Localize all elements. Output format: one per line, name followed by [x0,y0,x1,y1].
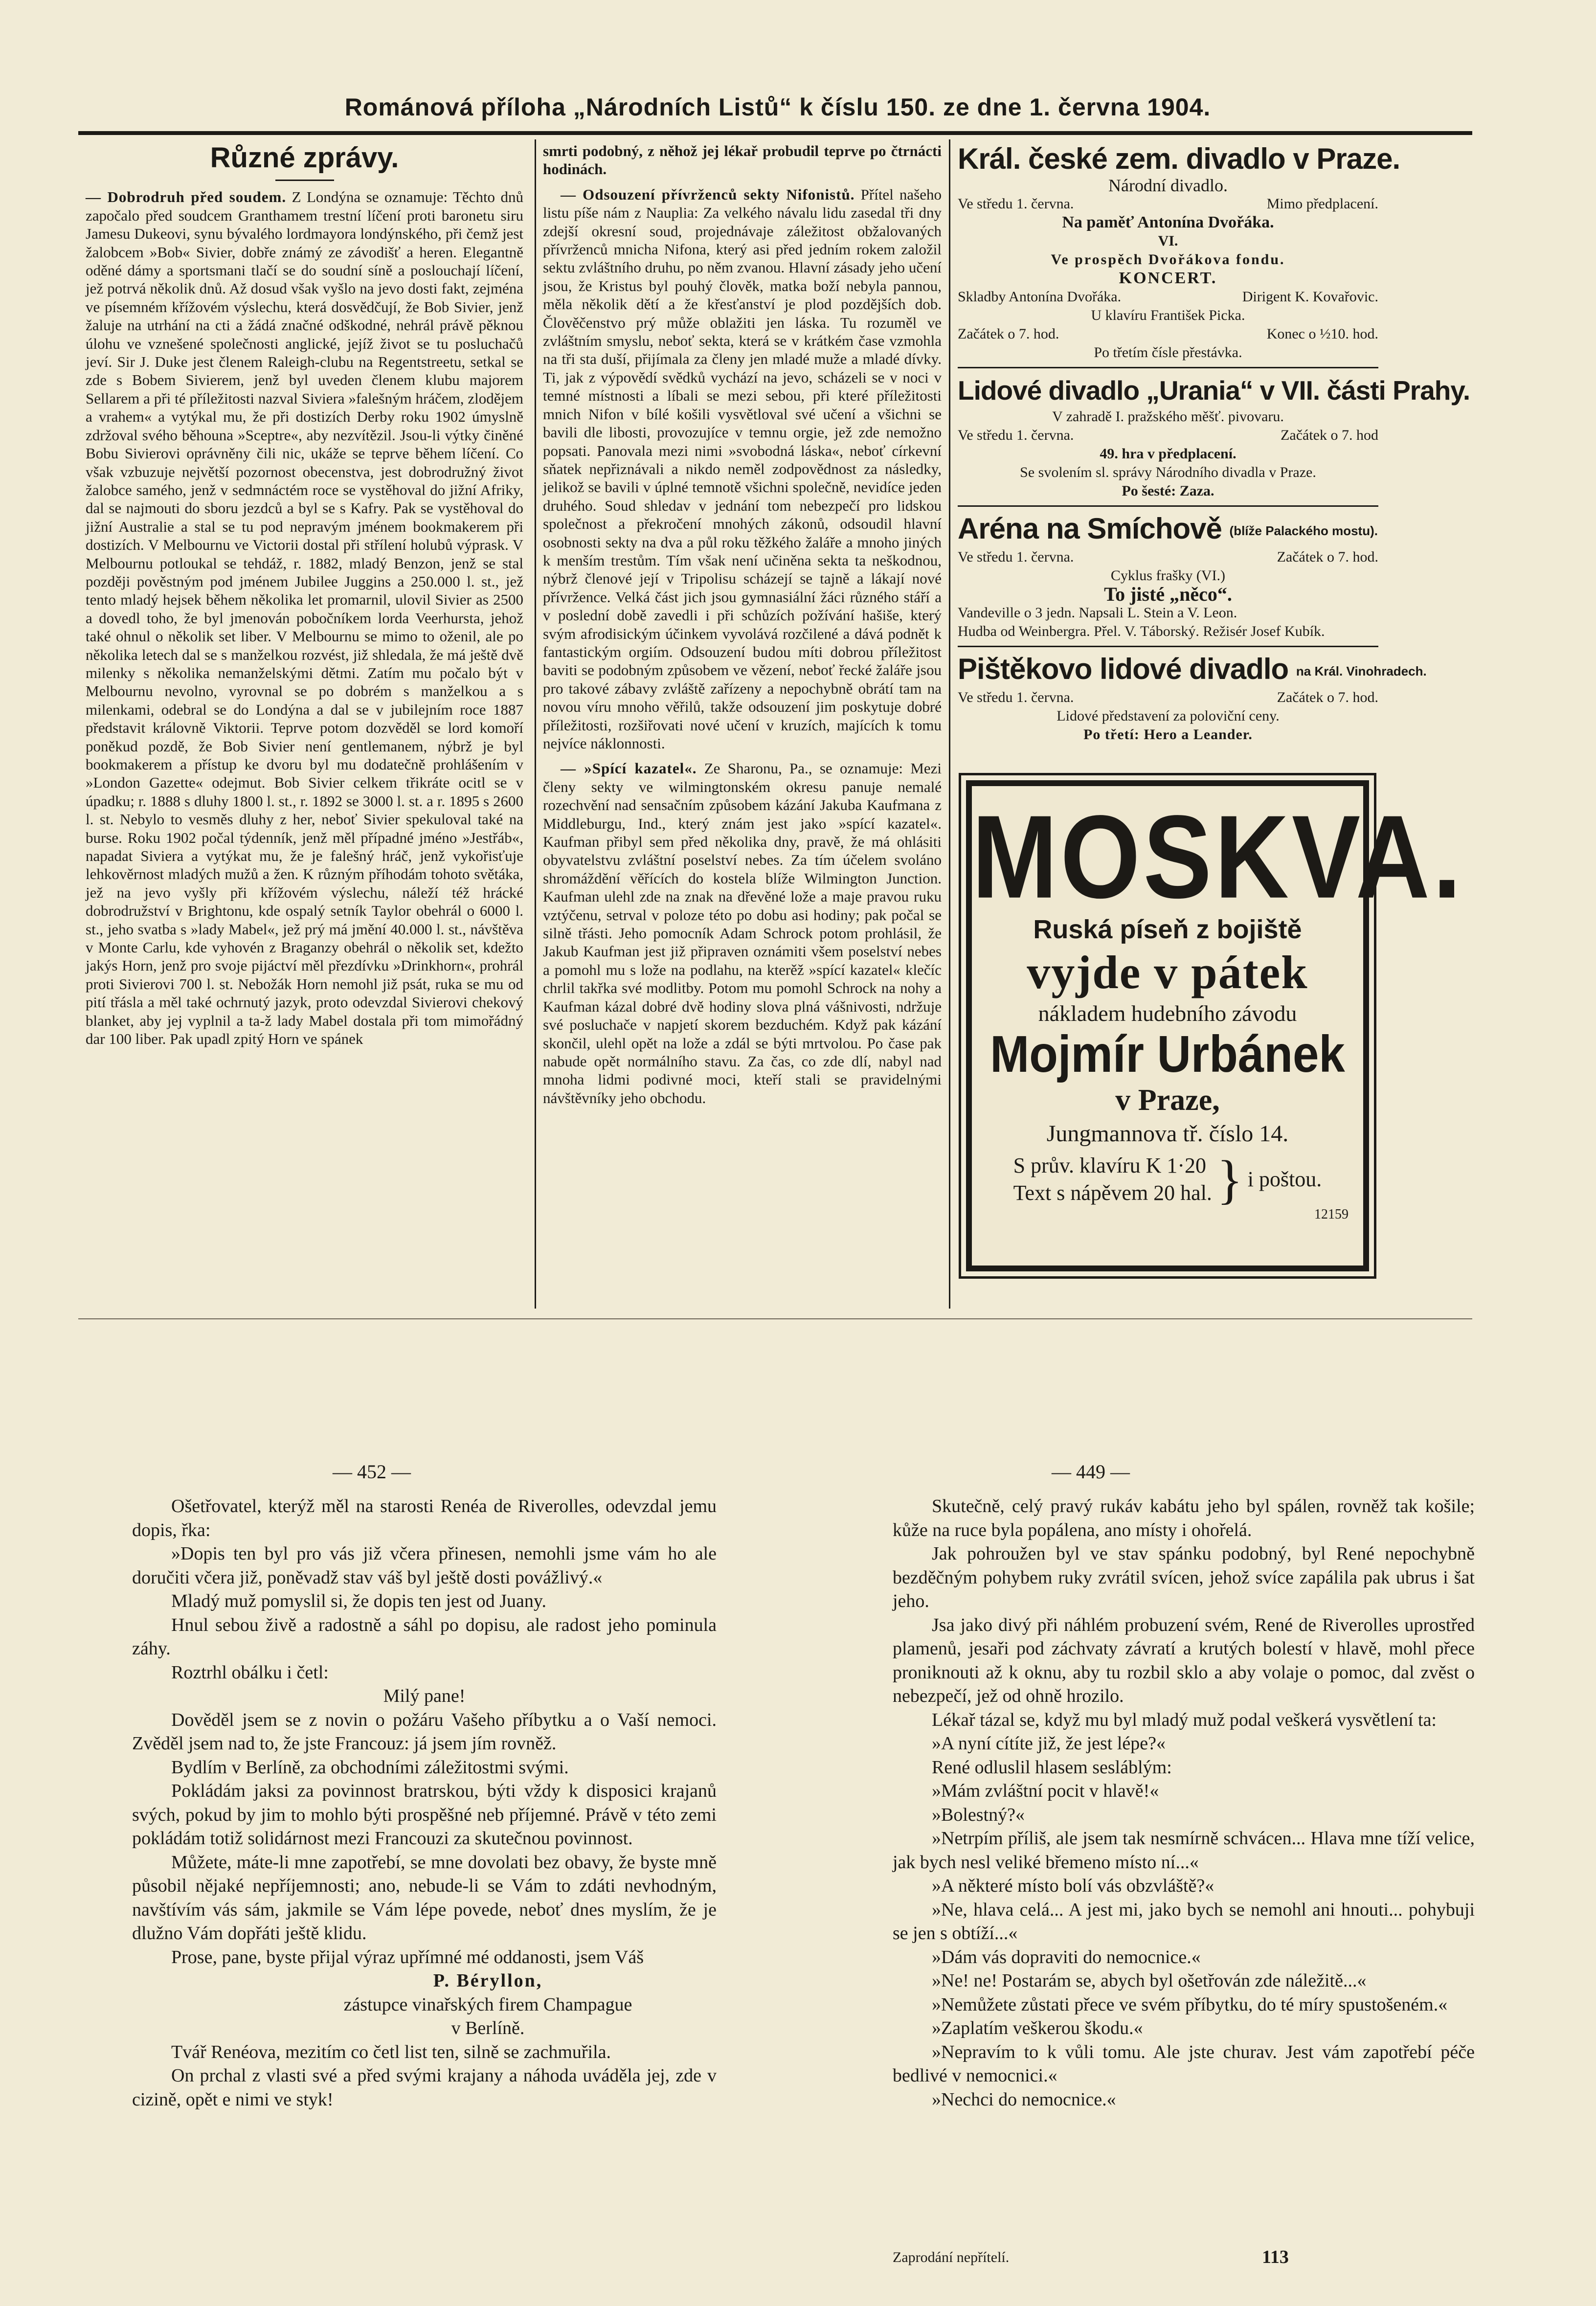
listing-start: Začátek o 7. hod [1281,427,1378,443]
title-rule [275,180,334,181]
article-continuation: smrti podobný, z něhož jej lékař probudil teprve po čtrnácti hodinách. [543,142,942,178]
listing-start: Začátek o 7. hod. [1277,549,1378,565]
novel-paragraph: Lékař tázal se, když mu byl mladý muž podal veškerá vysvětlení ta: [932,1709,1437,1730]
advert-moskva [966,780,1464,1271]
novel-paragraph: Jsa jako divý při náhlém probuzení svém, René de Riverolles uprostřed plamenů, jesaři pod záchvaty závratí a krutých bolestí v hlavě, mohl přece proniknouti až k oknu, aby tu rozbil sklo a aby volaje o pomoc, dal zvěst o nebezpečí, jež od ohně hrozilo. [893,1614,1475,1706]
listing-line: Po šesté: Zaza. [1122,483,1214,499]
article-text: Z Londýna se oznamuje: Těchto dnů započalo před soudcem Granthamem trestní líčení proti baronetu siru Jamesu Dukeovi, synu bývalého lordmayora londýnského, při čemž jest žalobcem »Bob« Sivier, dobře známý ze závodišť a heren. Elegantně oděné dámy a sportsmani tlačí se do soudní síně a poslouchají líčení, jež potrvá několik dnů. Až dosud však vyšlo na jevo dosti fakt, zejména ve písemném křížovém výslechu, která dosvědčují, že Bob Sivier, jenž žaluje na utrhání na cti a žádá značné odškodné, nehrál právě pěknou úlohu ve vznešené společnosti anglické, jejíž život se tu posluchačů jeví. Sir J. Duke jest členem Raleigh-clubu na Regentstreetu, setkal se zde s Bobem Sivierem, jenž byl uveden členem klubu majorem Sellarem a při té příležitosti nazval Siviera »falešným hráčem, zlodějem a vrahem« a vytýkal mu, že při dostizích Derby roku 1902 úmyslně zdržoval svého běhouna »Sceptre«, aby nezvítězil. Jsou-li výtky činěné Bobu Sivierovi oprávněny čili nic, ukáže se teprve během líčení. Co však vzbuzuje největší pozornost obecenstva, jest dobrodružný život žalobce samého, jenž v sedmnáctém roce se vystěhoval do jižní Afriky, dal se najmouti do sboru jezdců a byl se s Kafry. Pak se vystěhoval do jižní Australie a stal se tu pod nepravým jménem bookmakerem při dostizích. V Melbournu ve Victorii dostal při střílení holubů výprask. V Melbournu potloukal se tehdáž, r. 1882, mladý Benzon, jenž se stal později pověstným pod jménem Jubilee Juggins a 250.000 l. st., jež tento mladý hejsek během několika let promarnil, ulovil Sivier as 2500 a dovedl toho, že byl jmenován pobočníkem lorda Veerhursta, jehož také ohnul o několik set liber. V Melbournu se mimo to oženil, ale po několika letech dal se s manželkou rozvést, již shledala, že má ještě dvě milenky s několika nemanželskými dětmi. Zatím mu počalo být v Melbournu nevolno, vyrovnal se po dobrém s manželkou a s milenkami, odebral se do Londýna a dal se v jubilejním roce 1887 představit královně Viktorii. Teprve potom dozvěděl se lord komoří poněkud pozdě, že Bob Sivier není gentlemanem, nýbrž je byl bookmakerem a přístup ke dvoru byl mu dodatečně prohlášením v »London Gazette« odejmut. Bob Sivier celkem třikráte ocitl se v úpadku; r. 1888 s dluhy 1800 l. st., r. 1892 se 3000 l. st. a r. 1895 s 2600 l. st. Nebylo to vesměs dluhy z her, neboť Sivier spekuloval také na burse. Roku 1902 počal týdenník, jenž měl případné jméno »Jestřáb«, napadat Siviera a vytýkat mu, že je falešný hráč, jenž vykořisťuje lehkověrnost mladých mužů a žen. K různým příhodám tohoto světáka, jež na jevo vyšly při křížovém výslechu, náleží též hrácké dobrodružství v Brightonu, kde ospalý setník Taylor obehrál o 6000 l. st., jeho svatba s »lady Mabel«, jež prý má jmění 40.000 l. st., návštěva v Monte Carlu, kde vyhovén z Braganzy obehrál o několik set, kdežto jakýs Horn, jenž pro svoje pijáctví měl přezdívku »Drinkhorn«, prohrál proti Sivierovi 700 l. st. Nebožák Horn nemohl již psát, ruka se mu od pití třásla a měl také ochrnutý jazyk, proto odevzdal Sivierovi chekový blanket, aby jej vyplnil a ta-ž lady Mabel dostala při tom mimořádný dar 100 liber. Pak upadl zpitý Horn ve spánek [86,188,524,1048]
news-column-2 [543,142,942,1107]
article-text: Ze Sharonu, Pa., se oznamuje: Mezi členy sekty ve wilmingtonském okresu panuje nemalé rozechvění nad sensačním způsobem kázání Jakuba Kaufmana z Middleburgu, Ind., který znám jest jako »spící kazatel«. Kaufman přibyl sem před několika dny, pravě, že má ohlásiti obyvatelstvu zvláštní poselství nebes. Za tím účelem svoláno shromáždění věřících do kostela blíže Wilmington Junction. Kaufman ulehl zde na znak na dřevěné lože a maje pravou ruku vztýčenu, setrval v poloze této po dobu asi hodiny; pak počal se silně třásti. Jeho pomocník Adam Schrock potom prohlásil, že Jakub Kaufman jest již připraven oznámiti všem poselství nebes a pomohl mu s lože na podlahu, na kterěž »spící kazatel« klečíc chrlil takřka své modlitby. Potom mu pomohl Schrock na nohy a Kaufman kázal dobré dvě hodiny slova plná vášnivosti, ndržuje své posluchače v napjetí skorem bezduchém. Když pak kázání skončil, ulehl opět na lože a zdál se býti mrtvolou. Po čase pak nabude opět normálního stavu. Za čas, co zde dlí, nabyl nad mnoha lidmi podivné moci, kteří stali se pravidelnými návštěvníky jeho obchodu. [543,760,942,1107]
listing-line: Po třetím čísle přestávka. [1094,344,1242,361]
advert-publisher-note: nákladem hudebního závodu [1038,1001,1297,1026]
advert-city: v Praze, [1115,1084,1220,1117]
article-lead: — Dobrodruh před soudem. [86,188,287,206]
novel-paragraph: Bydlím v Berlíně, za obchodními záležitostmi svými. [171,1757,569,1778]
section-title: Různé zprávy. [210,142,399,174]
listing-line: U klavíru František Picka. [1091,307,1245,323]
novel-paragraph: »Ne, hlava celá... A jest mi, jako bych se nemohl ani hnouti... pohybuji se jen s obtíží...« [893,1899,1475,1944]
page-fold-rule [78,1318,1472,1319]
listing-line: Hudba od Weinbergra. Přel. V. Táborský. Režisér Josef Kubík. [958,623,1325,640]
listing-title: Aréna na Smíchově [958,512,1222,545]
novel-footer-title: Zaprodání nepřítelí. [893,2249,1010,2265]
page-number-right: — 449 — [1052,1461,1130,1483]
advert-title: MOSKVA. [972,791,1464,923]
theatre-listings [958,142,1470,744]
novel-paragraph: Roztrhl obálku i četl: [171,1662,329,1683]
novel-paragraph: »Ne! ne! Postarám se, abych byl ošetřován zde náležitě...« [932,1970,1367,1991]
listing-date: Ve středu 1. června. [958,427,1074,443]
listing-date: Ve středu 1. června. [958,689,1074,706]
novel-paragraph: Ošetřovatel, kterýž měl na starosti Renéa de Riverolles, odevzdal jemu dopis, řka: [132,1496,717,1540]
novel-paragraph: »Mám zvláštní pocit v hlavě!« [932,1781,1159,1801]
listing-line: To jisté „něco“. [1104,583,1232,606]
listing-title-note: (blíže Palackého mostu). [1229,523,1378,539]
page-number-left: — 452 — [333,1461,411,1483]
listing-line: Lidové představení za poloviční ceny. [1057,708,1280,724]
advert-headline: vyjde v pátek [1027,946,1308,998]
novel-paragraph: René odluslil hlasem sesláblým: [932,1757,1172,1778]
advert-publisher: Mojmír Urbánek [990,1025,1345,1084]
listing-urania [958,373,1470,500]
listing-title: Lidové divadlo „Urania“ v VII. části Prahy. [958,375,1470,406]
advert-brace: } [1216,1150,1243,1209]
article-nifonisti [543,185,942,753]
listing-line: Po třetí: Hero a Leander. [1083,726,1253,743]
listing-line: Skladby Antonína Dvořáka. [958,289,1122,305]
listing-pistekovo [958,652,1427,744]
novel-footer-number: 113 [1262,2247,1289,2267]
novel-paragraph: »Dopis ten byl pro vás již včera přinesen, nemohli jsme vám ho ale doručiti včera již, poněvadž stav váš byl ještě dosti povážlivý.« [132,1543,717,1588]
novel-paragraph: Pokládám jaksi za povinnost bratrskou, býti vždy k disposici krajanů svých, pokud by jim to mohlo býti prospěšné neb příjemné. Právě v této zemi pokládám totiž solidárnost mezi Francouzi za skutečnou povinnost. [132,1781,717,1849]
novel-paragraph: zástupce vinařských firem Champague [343,1994,632,2015]
listing-arena-smichov [958,512,1378,641]
listing-separator [958,367,1378,368]
listing-title: Král. české zem. divadlo v Praze. [958,142,1400,175]
listing-date: Ve středu 1. června. [958,549,1074,565]
news-column-1 [86,142,523,1048]
advert-address: Jungmannova tř. číslo 14. [1046,1121,1289,1147]
masthead-rule [78,131,1472,135]
masthead: Románová příloha „Národních Listů“ k číslu 150. ze dne 1. června 1904. [344,93,1211,121]
novel-paragraph: »Nepravím to k vůli tomu. Ale jste churav. Jest vám zapotřebí péče bedlivé v nemocnici.« [893,2041,1475,2086]
advert-code: 12159 [1314,1207,1349,1222]
novel-paragraph: Dověděl jsem se z novin o požáru Vašeho příbytku a o Vaší nemoci. Zvěděl jsem nad to, že jste Francouz: já jsem jím rovněž. [132,1709,717,1754]
novel-paragraph: P. Béryllon, [433,1970,543,1991]
listing-note: Mimo předplacení. [1266,196,1378,212]
novel-paragraph: Milý pane! [383,1686,466,1706]
listing-end: Konec o ½10. hod. [1266,326,1378,342]
article-dobrodruh [86,188,523,1048]
novel-paragraph: »Netrpím příliš, ale jsem tak nesmírně schvácen... Hlava mne tíží velice, jak bych nesl veliké břemeno místo ní...« [893,1828,1475,1873]
listing-separator [958,646,1378,647]
novel-paragraph: »Bolestný?« [932,1804,1025,1825]
listing-subtitle: Národní divadlo. [1108,176,1228,195]
novel-page-right [893,1494,1475,2111]
novel-paragraph: Prose, pane, byste přijal výraz upřímné mé oddanosti, jsem Váš [171,1946,644,1967]
novel-paragraph: »A některé místo bolí vás obzvláště?« [932,1876,1214,1896]
column-divider-1 [535,139,536,1309]
advert-price: S prův. klavíru K 1·20 [1013,1153,1206,1177]
novel-paragraph: On prchal z vlasti své a před svými krajany a náhoda uváděla jej, zde v cizině, opět e nimi ve styk! [132,2065,717,2110]
listing-narodni-divadlo [958,142,1400,362]
listing-line: Ve prospěch Dvořákova fondu. [1051,251,1285,268]
novel-paragraph: v Berlíně. [451,2018,525,2038]
advert-post: i poštou. [1247,1167,1322,1191]
advert-price: Text s nápěvem 20 hal. [1013,1181,1212,1205]
listing-line: Na paměť Antonína Dvořáka. [1062,213,1274,231]
novel-paragraph: Můžete, máte-li mne zapotřebí, se mne dovolati bez obavy, že byste mně působil nějaké nepříjemnosti; ano, nebude-li se Vám to zdáti nevhodným, navštívím vás sám, jakmile se Vám lépe povede, neboť dnes myslím, že je dlužno Vám dopřáti ještě klidu. [132,1852,717,1944]
novel-paragraph: »Zaplatím veškerou škodu.« [932,2018,1143,2038]
listing-line: Vandeville o 3 jedn. Napsali L. Stein a V. Leon. [958,605,1237,621]
listing-start: Začátek o 7. hod. [1277,689,1378,706]
listing-date: Ve středu 1. června. [958,196,1074,212]
novel-paragraph: »A nyní cítíte již, že jest lépe?« [932,1733,1166,1754]
novel-paragraph: Mladý muž pomyslil si, že dopis ten jest od Juany. [171,1591,546,1611]
listing-line: Se svolením sl. správy Národního divadla v Praze. [1020,464,1316,480]
listing-line: Cyklus frašky (VI.) [1110,567,1226,584]
listing-separator [958,505,1378,507]
article-lead: — »Spící kazatel«. [561,760,697,777]
novel-paragraph: Tvář Renéova, mezitím co četl list ten, silně se zachmuřila. [171,2041,611,2062]
listing-subtitle: V zahradě I. pražského měšť. pivovaru. [1052,408,1284,425]
article-lead: — Odsouzení přívrženců sekty Nifonistů. [561,185,855,203]
listing-line: VI. [1158,233,1178,249]
novel-paragraph: »Dám vás dopraviti do nemocnice.« [932,1946,1201,1967]
column-divider-2 [949,139,950,1309]
listing-title-note: na Král. Vinohradech. [1296,664,1427,679]
listing-start: Začátek o 7. hod. [958,326,1059,342]
advert-subtitle: Ruská píseň z bojiště [1033,915,1302,944]
article-text: Přítel našeho listu píše nám z Nauplia: Za velkého návalu lidu zasedal tři dny zdejší okresní soud, projednávaje záležitost obžalovaných přívrženců mnicha Nifona, který asi před jedním rokem založil sektu zvláštního druhu, po něm zvanou. Hlavní zásady jeho učení jsou, že Kristus byl pouhý člověk, matka boží nebyla pannou, měla několik dětí a že křesťanství je plod pozdějších dob. Člověčenstvo prý může oblažiti jen láska. Tu rozuměl ve zvláštním smyslu, neboť sekta, která se v krátkém čase vzmohla na tři sta duší, přijímala za členy jen mladé muže a mladé dívky. Ti, jak z výpovědí svědků vychází na jevo, scházeli se v noci v temné místnosti a líbali se mezi sebou, při které příležitosti mnich Nifon v bílé košili vysvětloval své učení a všichni se bavili dle libosti, provozujíce v temnu orgie, jež zde nemožno popsati. Panovala mezi nimi »svobodná láska«, neboť církevní sňatek nepřiznávali a nikdo neměl zodpovědnost za následky, jelikož se bavili v úplné temnotě všichni společně, nevidíce jeden druhého. Soud shledav v jednání tom nebezpečí pro lidskou společnost a překročení mnohých zákonů, odsoudil hlavní osobnosti sekty na dva a půl roku těžkého žaláře a mnoho jiných k menším trestům. Tím však není učiněna sekta ta neškodnou, nýbrž členové její v Tripolisu scházejí se tajně a lákají nové přívržence. Velká část jich jsou gymnasiální žáci různého stáří a v poslední době zavedli i při schůzích požívání hašiše, který svým afrodisickým účinkem vyvolává rozčilené a dává podnět k fantastickým orgiím. Odsouzení budou míti dobrou příležitost baviti se podobným způsobem ve vězení, neboť řecké žaláře jsou pro takové zábavy zvláště zařízeny a nepochybně obrátí tam na novou víru mnoho věřilů, takže odsouzení jim poskytuje dobré příležitosti, rozšiřovati nové učení v kruzích, majících k tomu nejvíce náklonnosti. [543,185,942,752]
novel-page-left [132,1494,717,2111]
listing-title: Pištěkovo lidové divadlo [958,653,1289,686]
novel-paragraph: Skutečně, celý pravý rukáv kabátu jeho byl spálen, rovněž tak košile; kůže na ruce byla popálena, ano místy i ohořelá. [893,1496,1475,1540]
novel-paragraph: »Nemůžete zůstati přece ve svém příbytku, do té míry spustošeném.« [932,1994,1448,2015]
listing-line: 49. hra v předplacení. [1100,446,1236,462]
novel-paragraph: Hnul sebou živě a radostně a sáhl po dopisu, ale radost jeho pominula záhy. [132,1614,717,1659]
article-spici-kazatel [543,759,942,1107]
listing-line: KONCERT. [1119,269,1217,287]
listing-line: Dirigent K. Kovařovic. [1242,289,1378,305]
novel-paragraph: »Nechci do nemocnice.« [932,2089,1116,2110]
novel-paragraph: Jak pohroužen byl ve stav spánku podobný, byl René nepochybně bezděčným pohybem ruky zvrátil svícen, jehož svíce zapálila pak ubrus i šat jeho. [893,1543,1475,1611]
